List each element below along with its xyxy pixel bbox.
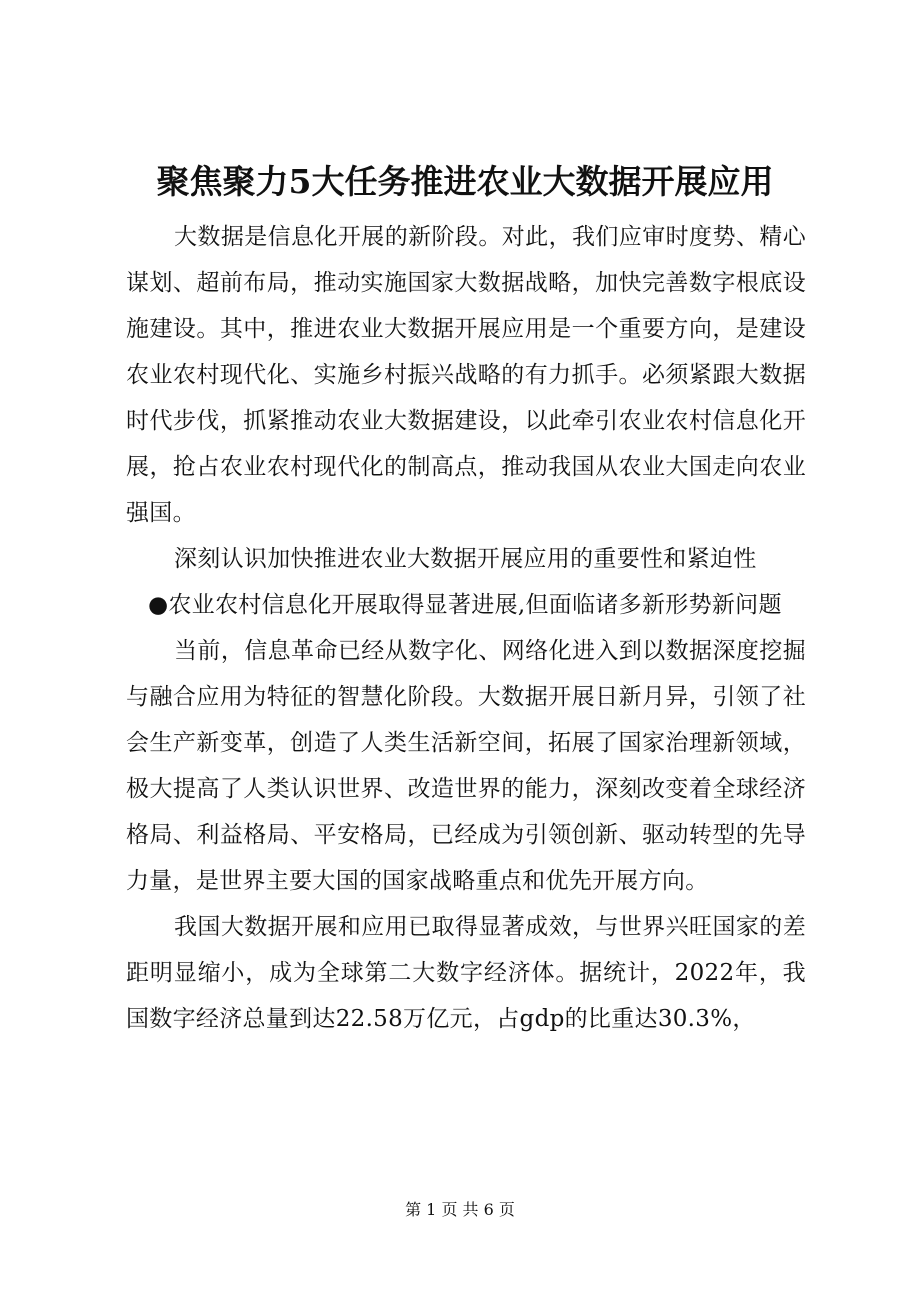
paragraph-current-status: 当前，信息革命已经从数字化、网络化进入到以数据深度挖掘与融合应用为特征的智慧化阶段。大数据开展日新月异，引领了社会生产新变革，创造了人类生活新空间，拓展了国家治理新领域，极大提高了人类认识世界、改造世界的能力，深刻改变着全球经济格局、利益格局、平安格局，已经成为引领创新、驱动转型的先导力量，是世界主要大国的国家战略重点和优先开展方向。 <box>126 638 806 894</box>
bullet-point: ●农业农村信息化开展取得显著进展,但面临诸多新形势新问题 <box>148 592 782 618</box>
paragraph-statistics: 我国大数据开展和应用已取得显著成效，与世界兴旺国家的差距明显缩小，成为全球第二大数字经济体。据统计，2022年，我国数字经济总量到达22.58万亿元，占gdp的比重达30.3%， <box>126 914 806 1032</box>
document-body <box>126 214 806 1042</box>
paragraph-intro: 大数据是信息化开展的新阶段。对此，我们应审时度势、精心谋划、超前布局，推动实施国家大数据战略，加快完善数字根底设施建设。其中，推进农业大数据开展应用是一个重要方向，是建设农业农村现代化、实施乡村振兴战略的有力抓手。必须紧跟大数据时代步伐，抓紧推动农业大数据建设，以此牵引农业农村信息化开展，抢占农业农村现代化的制高点，推动我国从农业大国走向农业强国。 <box>126 224 806 526</box>
document-title: 聚焦聚力5大任务推进农业大数据开展应用 <box>156 162 774 201</box>
section-heading: 深刻认识加快推进农业大数据开展应用的重要性和紧迫性 <box>174 546 757 572</box>
page-number: 第 1 页 共 6 页 <box>405 1200 515 1219</box>
